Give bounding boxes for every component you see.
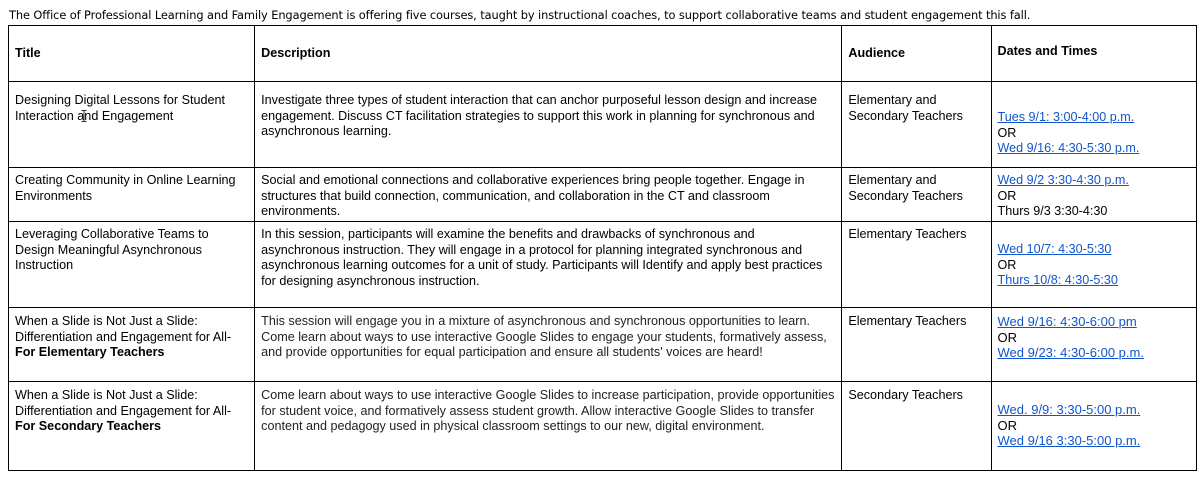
date-link-2[interactable]: Wed 9/16: 4:30-5:30 p.m.	[997, 141, 1140, 156]
course-dates	[991, 168, 1197, 222]
course-dates	[991, 222, 1197, 308]
header-dates: Dates and Times	[991, 26, 1197, 82]
course-description: Social and emotional connections and collaborative experiences bring people together. Engage in structures that build connection, communication, and collaboration in the CT and classroom environments.	[255, 168, 842, 222]
table-row	[9, 168, 1197, 222]
course-description: This session will engage you in a mixture of asynchronous and synchronous opportunities to learn. Come learn about ways to use interactive Google Slides to engage your students, formatively assess, and provide opportunities for equal participation and ensure all students' voices are heard!	[255, 308, 842, 382]
course-title	[9, 222, 255, 308]
date-link-2[interactable]: Wed 9/23: 4:30-6:00 p.m.	[997, 345, 1144, 361]
or-label: OR	[997, 329, 1017, 345]
courses-table	[8, 25, 1197, 471]
date-link-2[interactable]: Thurs 10/8: 4:30-5:30	[997, 273, 1118, 288]
course-audience: Secondary Teachers	[842, 382, 991, 471]
header-audience: Audience	[842, 26, 991, 82]
intro-text: The Office of Professional Learning and Family Engagement is offering five courses, taught by instructional coaches, to support collaborative teams and student engagement this fall.	[9, 8, 1031, 22]
course-dates	[991, 82, 1197, 168]
date-link-1[interactable]: Wed 9/16: 4:30-6:00 pm	[997, 314, 1137, 329]
table-row	[9, 308, 1197, 382]
course-audience: Elementary and Secondary Teachers	[842, 82, 991, 168]
table-header-row	[9, 26, 1197, 82]
date-link-1[interactable]: Wed. 9/9: 3:30-5:00 p.m.	[997, 402, 1141, 417]
or-label: OR	[997, 417, 1017, 433]
i-beam-cursor-icon	[81, 110, 87, 122]
or-label: OR	[997, 125, 1017, 140]
course-title-audience: For Elementary Teachers	[15, 345, 165, 360]
header-title: Title	[9, 26, 255, 82]
course-dates	[991, 308, 1197, 382]
course-audience: Elementary Teachers	[842, 308, 991, 382]
date-link-2[interactable]: Wed 9/16 3:30-5:00 p.m.	[997, 433, 1141, 449]
course-description: In this session, participants will examine the benefits and drawbacks of synchronous and asynchronous instruction. They will engage in a protocol for planning integrated synchronous and asynchronous learning outcomes for a unit of study. Participants will Identify and apply best practices for designing asynchronous instruction.	[255, 222, 842, 308]
date-link-1[interactable]: Wed 10/7: 4:30-5:30	[997, 242, 1112, 256]
course-audience: Elementary Teachers	[842, 222, 991, 308]
course-title-text: Designing Digital Lessons for Student Interaction and Engagement	[15, 93, 226, 123]
course-description: Come learn about ways to use interactive Google Slides to increase participation, provide opportunities for student voice, and formatively assess student growth. Allow interactive Google Slides to transfer content and pedagogy used in physical classroom settings to our new, digital environment.	[255, 382, 842, 471]
table-row	[9, 222, 1197, 308]
course-title	[9, 168, 255, 222]
course-title	[9, 82, 255, 168]
header-description: Description	[255, 26, 842, 82]
course-title-text: When a Slide is Not Just a Slide: Differentiation and Engagement for All-	[15, 314, 232, 344]
or-label: OR	[997, 257, 1017, 272]
table-row	[9, 82, 1197, 168]
date-text-2: Thurs 9/3 3:30-4:30	[997, 204, 1108, 219]
course-title-text: Leveraging Collaborative Teams to Design Meaningful Asynchronous Instruction	[15, 227, 209, 273]
course-dates	[991, 382, 1197, 471]
course-title-text: Creating Community in Online Learning Environments	[15, 173, 236, 203]
course-title	[9, 382, 255, 471]
course-audience: Elementary and Secondary Teachers	[842, 168, 991, 222]
course-description: Investigate three types of student interaction that can anchor purposeful lesson design and increase engagement. Discuss CT facilitation strategies to support this work in planning for synchronous and asynchronous learning.	[255, 82, 842, 168]
course-title	[9, 308, 255, 382]
table-row	[9, 382, 1197, 471]
course-title-text: When a Slide is Not Just a Slide: Differentiation and Engagement for All-	[15, 388, 232, 418]
date-link-1[interactable]: Tues 9/1: 3:00-4:00 p.m.	[997, 110, 1135, 124]
date-link-1[interactable]: Wed 9/2 3:30-4:30 p.m.	[997, 173, 1129, 187]
or-label: OR	[997, 188, 1017, 203]
course-title-audience: For Secondary Teachers	[15, 419, 162, 434]
